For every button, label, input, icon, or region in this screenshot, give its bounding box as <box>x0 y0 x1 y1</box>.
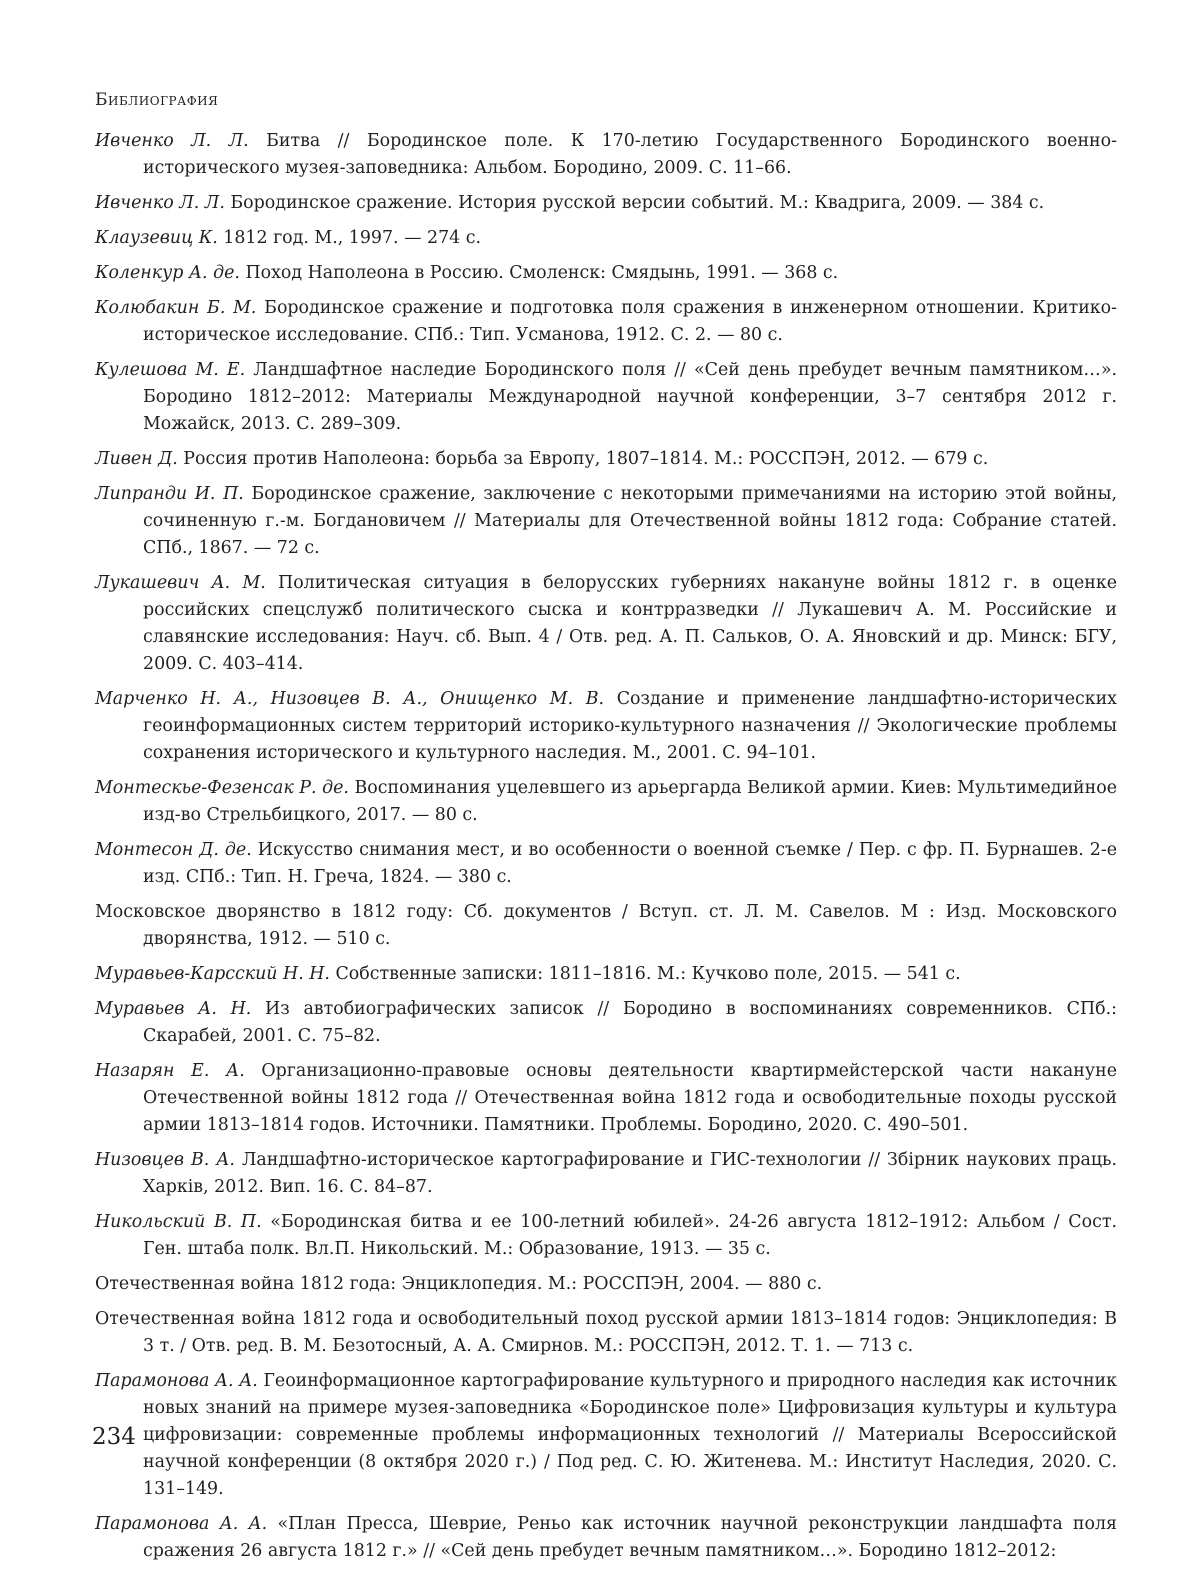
entry-text: Поход Наполеона в Россию. Смоленск: Смядынь, 1991. — 368 с. <box>240 263 838 283</box>
bibliography-entry <box>95 775 1117 829</box>
entry-text: Искусство снимания мест, и во особенности о военной съемке / Пер. с фр. П. Бурнашев. 2-е изд. СПб.: Тип. Н. Греча, 1824. — 380 с. <box>143 840 1117 887</box>
entry-author: Ивченко Л. Л. <box>95 193 225 213</box>
bibliography-entry <box>95 128 1117 182</box>
bibliography-entry <box>95 295 1117 349</box>
bibliography-entry <box>95 899 1117 953</box>
entry-text: Из автобиографических записок // Бородино в воспоминаниях современников. СПб.: Скарабей, 2001. С. 75–82. <box>143 999 1117 1046</box>
bibliography-entry <box>95 1306 1117 1360</box>
bibliography-list <box>95 128 1117 1573</box>
entry-text: Отечественная война 1812 года: Энциклопедия. М.: РОССПЭН, 2004. — 880 с. <box>95 1274 822 1294</box>
entry-text: Организационно-правовые основы деятельности квартирмейстерской части накануне Отечественной войны 1812 года // Отечественная война 1812 года и освободительные походы русской армии 1813–1814 годов. Источники. Памятники. Проблемы. Бородино, 2020. С. 490–501. <box>143 1061 1117 1135</box>
entry-author: Ливен Д. <box>95 449 178 469</box>
entry-author: Парамонова А. А. <box>95 1514 267 1534</box>
bibliography-entry <box>95 1368 1117 1503</box>
entry-text: Бородинское сражение. История русской версии событий. М.: Квадрига, 2009. — 384 с. <box>225 193 1044 213</box>
bibliography-entry <box>95 357 1117 438</box>
entry-author: Лукашевич А. М. <box>95 573 266 593</box>
entry-text: Бородинское сражение и подготовка поля сражения в инженерном отношении. Критико-историческое исследование. СПб.: Тип. Усманова, 1912. С. 2. — 80 с. <box>143 298 1117 345</box>
entry-text: Россия против Наполеона: борьба за Европу, 1807–1814. М.: РОССПЭН, 2012. — 679 с. <box>178 449 988 469</box>
entry-author: Назарян Е. А. <box>95 1061 245 1081</box>
bibliography-entry <box>95 961 1117 988</box>
entry-text: Политическая ситуация в белорусских губерниях накануне войны 1812 г. в оценке российских спецслужб политического сыска и контрразведки // Лукашевич А. М. Российские и славянские исследования: Науч. сб. Вып. 4 / Отв. ред. А. П. Сальков, О. А. Яновский и др. Минск: БГУ, 2009. С. 403–414. <box>143 573 1117 674</box>
entry-text: Битва // Бородинское поле. К 170-летию Государственного Бородинского военно-исторического музея-заповедника: Альбом. Бородино, 2009. С. 11–66. <box>143 131 1117 178</box>
bibliography-entry <box>95 1271 1117 1298</box>
bibliography-entry <box>95 1511 1117 1565</box>
bibliography-entry <box>95 570 1117 678</box>
bibliography-entry <box>95 686 1117 767</box>
entry-text: Воспоминания уцелевшего из арьергарда Великой армии. Киев: Мультимедийное изд-во Стрельбицкого, 2017. — 80 с. <box>143 778 1117 825</box>
entry-author: Парамонова А. А. <box>95 1371 258 1391</box>
entry-text: «План Пресса, Шеврие, Реньо как источник научной реконструкции ландшафта поля сражения 26 августа 1812 г.» // «Сей день пребудет вечным памятником…». Бородино 1812–2012: <box>143 1514 1117 1561</box>
entry-text: 1812 год. М., 1997. — 274 с. <box>218 228 481 248</box>
entry-text: Московское дворянство в 1812 году: Сб. документов / Вступ. ст. Л. М. Савелов. М : Изд. Московского дворянства, 1912. — 510 с. <box>95 902 1117 949</box>
entry-text: Ландшафтно-историческое картографирование и ГИС-технологии // Збірник наукових праць. Харків, 2012. Вип. 16. С. 84–87. <box>143 1150 1117 1197</box>
page-number: 234 <box>92 1424 136 1450</box>
entry-author: Муравьев-Карсский Н. Н. <box>95 964 330 984</box>
running-header: Библиография <box>95 90 218 110</box>
entry-author: Низовцев В. А. <box>95 1150 235 1170</box>
bibliography-entry <box>95 996 1117 1050</box>
bibliography-entry <box>95 1209 1117 1263</box>
entry-author: Марченко Н. А., Низовцев В. А., Онищенко М. В. <box>95 689 604 709</box>
entry-text: Отечественная война 1812 года и освободительный поход русской армии 1813–1814 годов: Энциклопедия: В 3 т. / Отв. ред. В. М. Безотосный, А. А. Смирнов. М.: РОССПЭН, 2012. Т. 1. — 713 с. <box>95 1309 1117 1356</box>
entry-text: Создание и применение ландшафтно-исторических геоинформационных систем территорий историко-культурного назначения // Экологические проблемы сохранения исторического и культурного наследия. М., 2001. С. 94–101. <box>143 689 1117 763</box>
entry-author: Никольский В. П. <box>95 1212 262 1232</box>
bibliography-entry <box>95 1147 1117 1201</box>
entry-text: Ландшафтное наследие Бородинского поля // «Сей день пребудет вечным памятником…». Бородино 1812–2012: Материалы Международной научной конференции, 3–7 сентября 2012 г. Можайск, 2013. С. 289–309. <box>143 360 1117 434</box>
entry-author: Клаузевиц К. <box>95 228 218 248</box>
bibliography-entry <box>95 225 1117 252</box>
entry-author: Монтесон Д. де. <box>95 840 252 860</box>
entry-author: Монтескье-Фезенсак Р. де. <box>95 778 349 798</box>
entry-text: Собственные записки: 1811–1816. М.: Кучково поле, 2015. — 541 с. <box>330 964 961 984</box>
bibliography-entry <box>95 837 1117 891</box>
entry-author: Муравьев А. Н. <box>95 999 251 1019</box>
entry-author: Колюбакин Б. М. <box>95 298 256 318</box>
entry-author: Коленкур А. де. <box>95 263 240 283</box>
entry-author: Липранди И. П. <box>95 484 244 504</box>
entry-author: Ивченко Л. Л. <box>95 131 249 151</box>
entry-text: «Бородинская битва и ее 100-летний юбилей». 24-26 августа 1812–1912: Альбом / Сост. Ген. штаба полк. Вл.П. Никольский. М.: Образование, 1913. — 35 с. <box>143 1212 1117 1259</box>
bibliography-entry <box>95 1058 1117 1139</box>
entry-text: Бородинское сражение, заключение с некоторыми примечаниями на историю этой войны, сочиненную г.-м. Богдановичем // Материалы для Отечественной войны 1812 года: Собрание статей. СПб., 1867. — 72 с. <box>143 484 1117 558</box>
bibliography-entry <box>95 260 1117 287</box>
bibliography-entry <box>95 446 1117 473</box>
entry-text: Геоинформационное картографирование культурного и природного наследия как источник новых знаний на примере музея-заповедника «Бородинское поле» Цифровизация культуры и культура цифровизации: современные проблемы информационных технологий // Материалы Всероссийской научной конференции (8 октября 2020 г.) / Под ред. С. Ю. Житенева. М.: Институт Наследия, 2020. С. 131–149. <box>143 1371 1117 1499</box>
bibliography-entry <box>95 190 1117 217</box>
bibliography-entry <box>95 481 1117 562</box>
entry-author: Кулешова М. Е. <box>95 360 245 380</box>
